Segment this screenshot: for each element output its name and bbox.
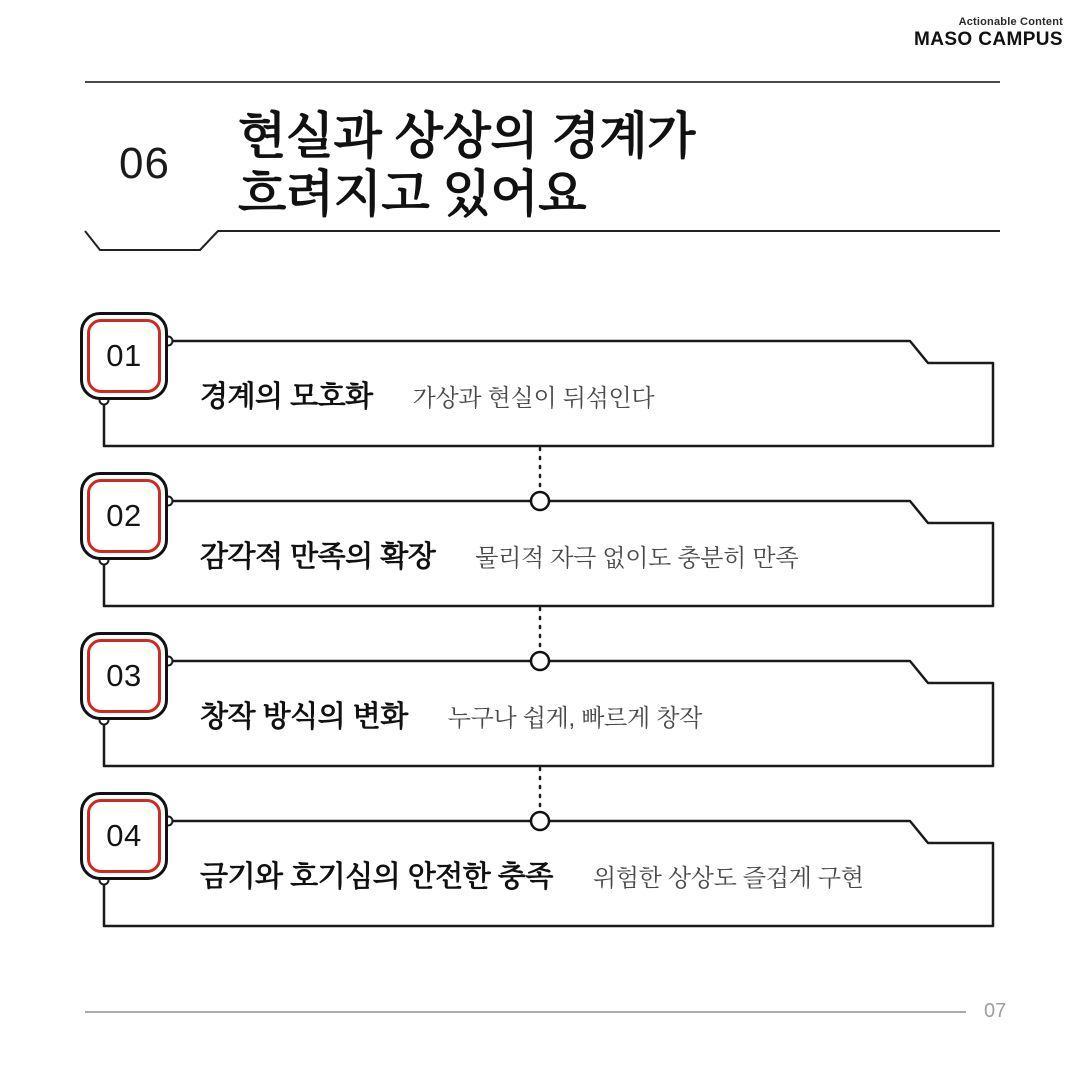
brand-tagline: Actionable Content — [958, 16, 1063, 28]
footer-divider — [85, 1011, 966, 1013]
list-item-3 — [200, 694, 702, 735]
item-title-1: 경계의 모호화 — [200, 381, 373, 413]
item-number-4: 04 — [87, 799, 161, 873]
item-desc-3: 누구나 쉽게, 빠르게 창작 — [447, 705, 703, 732]
item-title-2: 감각적 만족의 확장 — [200, 541, 436, 573]
item-desc-2: 물리적 자극 없이도 충분히 만족 — [475, 545, 799, 572]
page-title-line1: 현실과 상상의 경계가 — [238, 108, 695, 164]
item-title-3: 창작 방식의 변화 — [200, 701, 408, 733]
item-number-3: 03 — [87, 639, 161, 713]
page-number: 07 — [984, 1000, 1007, 1022]
item-title-4: 금기와 호기심의 안전한 충족 — [200, 861, 553, 893]
item-number-box-4 — [80, 792, 168, 880]
page-title-line2: 흐려지고 있어요 — [238, 166, 586, 222]
brand-name: MASO CAMPUS — [913, 29, 1063, 50]
item-number-box-1 — [80, 312, 168, 400]
list-item-4 — [200, 854, 864, 895]
item-number-1: 01 — [87, 319, 161, 393]
item-desc-1: 가상과 현실이 뒤섞인다 — [412, 385, 655, 412]
header-section-number: 06 — [119, 139, 170, 188]
list-item-1 — [200, 374, 654, 415]
item-number-2: 02 — [87, 479, 161, 553]
list-item-2 — [200, 534, 798, 575]
item-desc-4: 위험한 상상도 즐겁게 구현 — [592, 865, 864, 892]
item-number-box-2 — [80, 472, 168, 560]
item-number-box-3 — [80, 632, 168, 720]
